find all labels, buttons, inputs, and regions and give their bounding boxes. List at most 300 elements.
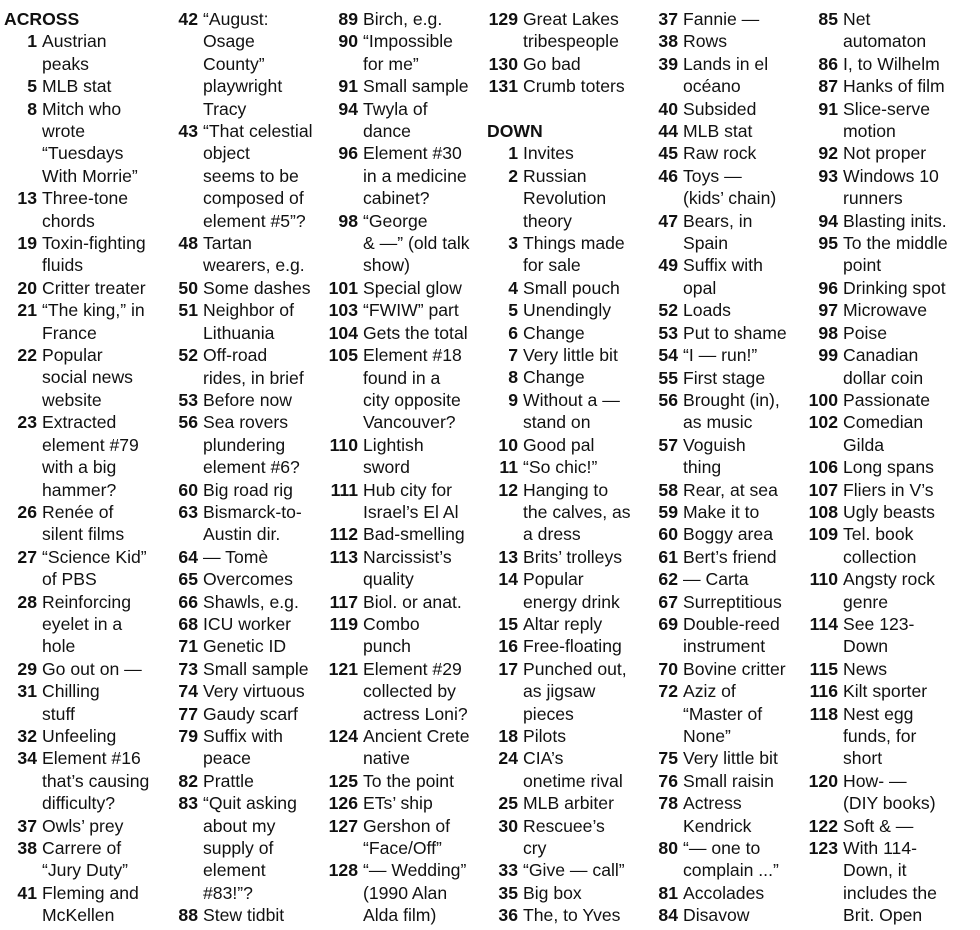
clue-number: 9 bbox=[508, 389, 518, 410]
clue-number: 112 bbox=[329, 524, 358, 545]
clue-number: 50 bbox=[178, 277, 198, 298]
clue-number: 5 bbox=[27, 76, 37, 97]
clue-item bbox=[327, 725, 489, 770]
clue-item bbox=[487, 792, 653, 814]
clue-number: 74 bbox=[178, 681, 198, 702]
clue-number: 105 bbox=[328, 345, 358, 366]
clue-item bbox=[327, 523, 489, 545]
clue-item bbox=[327, 142, 489, 209]
clue-text: Three-tone chords bbox=[42, 188, 129, 231]
clue-text: Raw rock bbox=[683, 143, 757, 164]
section-spacer bbox=[487, 98, 653, 120]
clue-text: ETs’ ship bbox=[363, 793, 433, 814]
clue-text: Fannie — bbox=[683, 9, 760, 29]
clue-item bbox=[487, 8, 653, 53]
clue-text: Rows bbox=[683, 31, 727, 52]
clue-number: 37 bbox=[17, 815, 37, 836]
clue-item bbox=[167, 344, 327, 389]
clue-text: Soft & — bbox=[843, 815, 914, 836]
clue-number: 70 bbox=[658, 658, 678, 679]
clue-text: Gaudy scarf bbox=[203, 703, 298, 724]
clue-text: MLB arbiter bbox=[523, 793, 614, 814]
clue-number: 109 bbox=[808, 524, 838, 545]
clue-number: 21 bbox=[17, 300, 37, 321]
clue-text: Small raisin bbox=[683, 770, 774, 791]
clue-item bbox=[4, 658, 164, 680]
clue-number: 39 bbox=[658, 53, 678, 74]
clue-text: Microwave bbox=[843, 300, 928, 321]
clue-number: 89 bbox=[338, 9, 358, 29]
clue-text: Pilots bbox=[523, 725, 567, 746]
clue-number: 41 bbox=[17, 882, 37, 903]
clue-item bbox=[327, 98, 489, 143]
clue-item bbox=[167, 299, 327, 344]
clue-item bbox=[4, 277, 164, 299]
clue-number: 123 bbox=[808, 838, 838, 859]
clue-text: Element #18 found in a city opposite Vancouver? bbox=[363, 345, 462, 433]
clue-item bbox=[327, 277, 489, 299]
clue-item bbox=[167, 411, 327, 478]
clue-text: Prattle bbox=[203, 770, 254, 791]
clue-text: Ugly beasts bbox=[843, 501, 935, 522]
down-heading: DOWN bbox=[487, 121, 543, 142]
clue-text: Small sample bbox=[203, 658, 309, 679]
clue-text: See 123- Down bbox=[843, 613, 915, 657]
clue-item bbox=[327, 30, 489, 75]
clue-number: 63 bbox=[178, 501, 198, 522]
clue-number: 85 bbox=[818, 9, 838, 29]
clue-text: “I — run!” bbox=[683, 345, 758, 366]
clue-text: Genetic ID bbox=[203, 636, 287, 657]
clue-number: 125 bbox=[328, 770, 358, 791]
clue-item bbox=[4, 344, 164, 411]
clue-text: Comedian Gilda bbox=[843, 412, 924, 455]
clue-number: 56 bbox=[178, 412, 198, 433]
clue-item bbox=[487, 75, 653, 97]
clue-item bbox=[327, 299, 489, 321]
clue-text: Small sample bbox=[363, 76, 469, 97]
clue-text: Rear, at sea bbox=[683, 479, 778, 500]
clue-item bbox=[327, 546, 489, 591]
clue-item bbox=[487, 299, 653, 321]
clue-item bbox=[656, 770, 816, 792]
clue-item bbox=[4, 815, 164, 837]
clue-item bbox=[4, 299, 164, 344]
clue-number: 53 bbox=[658, 322, 678, 343]
clue-item bbox=[487, 815, 653, 860]
clue-number: 60 bbox=[178, 479, 198, 500]
clue-item bbox=[656, 30, 816, 52]
clue-text: Rescuee’s cry bbox=[523, 815, 605, 858]
clue-number: 113 bbox=[329, 546, 358, 567]
clue-item bbox=[805, 142, 977, 164]
clue-item bbox=[4, 411, 164, 501]
clue-text: Punched out, as jigsaw pieces bbox=[523, 658, 627, 724]
clue-item bbox=[805, 411, 977, 456]
clue-text: “So chic!” bbox=[523, 457, 598, 478]
clue-number: 1 bbox=[27, 31, 37, 52]
clue-number: 23 bbox=[17, 412, 37, 433]
clue-item bbox=[805, 53, 977, 75]
clue-number: 8 bbox=[508, 367, 518, 388]
clue-text: “The king,” in France bbox=[42, 300, 145, 343]
clue-text: Bert’s friend bbox=[683, 546, 777, 567]
clue-number: 100 bbox=[808, 389, 838, 410]
clue-item bbox=[327, 770, 489, 792]
clue-number: 111 bbox=[330, 479, 358, 500]
clue-text: Big road rig bbox=[203, 479, 293, 500]
clue-text: Popular energy drink bbox=[523, 569, 620, 612]
clue-item bbox=[656, 882, 816, 904]
clue-number: 40 bbox=[658, 98, 678, 119]
clue-item bbox=[327, 479, 489, 524]
clue-number: 106 bbox=[808, 457, 838, 478]
clue-number: 110 bbox=[809, 569, 838, 590]
clue-item bbox=[167, 8, 327, 120]
clue-item bbox=[4, 680, 164, 725]
clue-text: Popular social news website bbox=[42, 345, 133, 410]
clue-item bbox=[167, 613, 327, 635]
clue-item bbox=[656, 680, 816, 747]
clue-number: 2 bbox=[508, 165, 518, 186]
clue-number: 20 bbox=[17, 277, 37, 298]
clue-item bbox=[805, 613, 977, 658]
clue-item bbox=[805, 277, 977, 299]
clue-item bbox=[656, 546, 816, 568]
clue-item bbox=[487, 142, 653, 164]
clue-text: Combo punch bbox=[363, 613, 420, 657]
clue-number: 42 bbox=[178, 9, 198, 29]
clue-item bbox=[167, 232, 327, 277]
clue-number: 87 bbox=[818, 76, 838, 97]
clue-item bbox=[4, 75, 164, 97]
clue-item bbox=[327, 859, 489, 926]
clue-text: Twyla of dance bbox=[363, 98, 428, 142]
clue-text: Kilt sporter bbox=[843, 681, 928, 702]
clue-number: 57 bbox=[658, 434, 678, 455]
clue-text: “FWIW” part bbox=[363, 300, 459, 321]
clue-number: 65 bbox=[178, 569, 198, 590]
clue-number: 26 bbox=[17, 501, 37, 522]
clue-item bbox=[487, 277, 653, 299]
clue-item bbox=[656, 210, 816, 255]
clue-item bbox=[805, 344, 977, 389]
clue-item bbox=[805, 815, 977, 837]
clue-number: 47 bbox=[658, 210, 678, 231]
clue-text: “Quit asking about my supply of element #83!”? bbox=[203, 793, 297, 903]
clue-text: Overcomes bbox=[203, 569, 293, 590]
clue-text: Shawls, e.g. bbox=[203, 591, 299, 612]
clue-text: Critter treater bbox=[42, 277, 146, 298]
clue-number: 6 bbox=[508, 322, 518, 343]
clue-item bbox=[656, 747, 816, 769]
clue-item bbox=[487, 546, 653, 568]
clue-number: 99 bbox=[818, 345, 838, 366]
clue-item bbox=[487, 747, 653, 792]
clue-number: 53 bbox=[178, 389, 198, 410]
clue-text: Windows 10 runners bbox=[843, 165, 939, 209]
clue-text: Loads bbox=[683, 300, 731, 321]
clue-item bbox=[327, 75, 489, 97]
clue-number: 83 bbox=[178, 793, 198, 814]
clue-item bbox=[656, 299, 816, 321]
clue-number: 22 bbox=[17, 345, 37, 366]
clue-item bbox=[805, 389, 977, 411]
clue-text: Unendingly bbox=[523, 300, 612, 321]
clue-number: 4 bbox=[508, 277, 518, 298]
clue-number: 54 bbox=[658, 345, 678, 366]
clue-text: Hub city for Israel’s El Al bbox=[363, 479, 459, 522]
clue-item bbox=[487, 232, 653, 277]
clue-column-4 bbox=[487, 8, 653, 927]
clue-number: 115 bbox=[809, 658, 838, 679]
clue-text: Off-road rides, in brief bbox=[203, 345, 304, 388]
clue-text: Owls’ prey bbox=[42, 815, 124, 836]
clue-number: 33 bbox=[498, 860, 518, 881]
clue-text: First stage bbox=[683, 367, 766, 388]
clue-item bbox=[4, 187, 164, 232]
clue-number: 102 bbox=[808, 412, 838, 433]
clue-text: “August: Osage County” playwright Tracy bbox=[203, 9, 283, 119]
clue-number: 18 bbox=[498, 725, 518, 746]
clue-number: 116 bbox=[809, 681, 838, 702]
clue-number: 108 bbox=[808, 501, 838, 522]
clue-item bbox=[805, 837, 977, 927]
clue-text: Reinforcing eyelet in a hole bbox=[42, 591, 131, 657]
clue-item bbox=[656, 367, 816, 389]
clue-number: 16 bbox=[498, 636, 518, 657]
clue-number: 90 bbox=[338, 31, 358, 52]
clue-text: Disavow bbox=[683, 905, 750, 926]
clue-text: Big box bbox=[523, 882, 582, 903]
clue-text: Unfeeling bbox=[42, 725, 117, 746]
clue-text: Fliers in V’s bbox=[843, 479, 934, 500]
clue-item bbox=[167, 792, 327, 904]
clue-text: Hanging to the calves, as a dress bbox=[523, 479, 631, 545]
clue-text: Tartan wearers, e.g. bbox=[203, 233, 305, 276]
clue-number: 52 bbox=[178, 345, 198, 366]
clue-item bbox=[656, 254, 816, 299]
clue-item bbox=[327, 815, 489, 860]
clue-number: 51 bbox=[178, 300, 198, 321]
clue-text: “Science Kid” of PBS bbox=[42, 546, 147, 590]
clue-item bbox=[167, 770, 327, 792]
clue-item bbox=[656, 613, 816, 658]
clue-text: Fleming and McKellen bbox=[42, 882, 139, 926]
clue-item bbox=[487, 165, 653, 232]
clue-text: Mitch who wrote “Tuesdays With Morrie” bbox=[42, 98, 138, 186]
clue-text: Things made for sale bbox=[523, 233, 625, 276]
clue-number: 72 bbox=[658, 681, 678, 702]
clue-number: 91 bbox=[818, 98, 838, 119]
clue-number: 30 bbox=[498, 815, 518, 836]
clue-number: 77 bbox=[178, 703, 198, 724]
clue-text: The, to Yves bbox=[523, 905, 621, 926]
clue-text: Poise bbox=[843, 322, 888, 343]
clue-item bbox=[167, 635, 327, 657]
clue-number: 97 bbox=[818, 300, 838, 321]
clue-item bbox=[656, 389, 816, 434]
clue-text: Actress Kendrick bbox=[683, 793, 752, 836]
clue-item bbox=[327, 613, 489, 658]
clue-number: 52 bbox=[658, 300, 678, 321]
clue-number: 29 bbox=[17, 658, 37, 679]
clue-item bbox=[167, 479, 327, 501]
clue-text: Double-reed instrument bbox=[683, 613, 780, 657]
clue-item bbox=[327, 591, 489, 613]
clue-item bbox=[656, 837, 816, 882]
clue-text: Not proper bbox=[843, 143, 927, 164]
clue-number: 94 bbox=[818, 210, 838, 231]
clue-number: 114 bbox=[809, 613, 838, 634]
clue-number: 27 bbox=[17, 546, 37, 567]
clue-item bbox=[805, 479, 977, 501]
clue-number: 1 bbox=[508, 143, 518, 164]
clue-item bbox=[487, 658, 653, 725]
clue-text: Drinking spot bbox=[843, 277, 946, 298]
clue-number: 120 bbox=[808, 770, 838, 791]
clue-number: 118 bbox=[809, 703, 838, 724]
clue-item bbox=[805, 523, 977, 568]
clue-text: Altar reply bbox=[523, 613, 603, 634]
clue-text: Without a — stand on bbox=[523, 389, 620, 433]
clue-text: With 114- Down, it includes the Brit. Open bbox=[843, 838, 937, 926]
clue-item bbox=[656, 120, 816, 142]
clue-item bbox=[656, 904, 816, 926]
clue-item bbox=[805, 98, 977, 143]
clue-text: Special glow bbox=[363, 277, 462, 298]
clue-item bbox=[167, 904, 327, 926]
clue-item bbox=[805, 75, 977, 97]
clue-text: Very virtuous bbox=[203, 681, 305, 702]
clue-number: 110 bbox=[329, 434, 358, 455]
clue-number: 126 bbox=[328, 793, 358, 814]
clue-number: 91 bbox=[338, 76, 358, 97]
clue-text: Very little bit bbox=[683, 748, 778, 769]
clue-number: 43 bbox=[178, 121, 198, 142]
clue-item bbox=[4, 882, 164, 927]
clue-number: 107 bbox=[808, 479, 838, 500]
clue-number: 25 bbox=[498, 793, 518, 814]
clue-item bbox=[167, 703, 327, 725]
clue-number: 66 bbox=[178, 591, 198, 612]
clue-number: 122 bbox=[808, 815, 838, 836]
clue-number: 86 bbox=[818, 53, 838, 74]
clue-item bbox=[656, 165, 816, 210]
clue-number: 129 bbox=[488, 9, 518, 29]
clue-item bbox=[656, 479, 816, 501]
clue-item bbox=[656, 142, 816, 164]
clue-item bbox=[167, 658, 327, 680]
clue-column-6 bbox=[805, 8, 977, 927]
clue-text: Accolades bbox=[683, 882, 765, 903]
clue-item bbox=[656, 658, 816, 680]
clue-item bbox=[805, 658, 977, 680]
clue-text: MLB stat bbox=[683, 121, 753, 142]
clue-item bbox=[4, 501, 164, 546]
clue-number: 93 bbox=[818, 165, 838, 186]
clue-text: Before now bbox=[203, 389, 292, 410]
clue-text: Go out on — bbox=[42, 658, 142, 679]
clue-number: 121 bbox=[328, 658, 358, 679]
clue-text: Great Lakes tribespeople bbox=[523, 9, 619, 52]
clue-number: 69 bbox=[658, 613, 678, 634]
clue-item bbox=[4, 30, 164, 75]
clue-item bbox=[4, 837, 164, 882]
clue-text: Ancient Crete native bbox=[363, 726, 470, 769]
clue-number: 98 bbox=[818, 322, 838, 343]
clue-item bbox=[805, 299, 977, 321]
clue-number: 96 bbox=[818, 277, 838, 298]
clue-text: MLB stat bbox=[42, 76, 112, 97]
clue-text: Slice-serve motion bbox=[843, 98, 931, 142]
clue-text: Very little bit bbox=[523, 345, 618, 366]
clue-text: Change bbox=[523, 322, 585, 343]
clue-item bbox=[487, 568, 653, 613]
clue-number: 37 bbox=[658, 9, 678, 29]
clue-number: 3 bbox=[508, 233, 518, 254]
clue-text: Birch, e.g. bbox=[363, 9, 443, 29]
clue-number: 24 bbox=[498, 748, 518, 769]
clue-text: “George & —” (old talk show) bbox=[363, 210, 470, 276]
clue-number: 11 bbox=[499, 457, 518, 478]
clue-number: 84 bbox=[658, 905, 678, 926]
clue-item bbox=[805, 456, 977, 478]
clue-item bbox=[327, 434, 489, 479]
clue-text: Subsided bbox=[683, 98, 757, 119]
clue-text: Renée of silent films bbox=[42, 501, 125, 545]
clue-number: 81 bbox=[658, 882, 678, 903]
clue-item bbox=[656, 53, 816, 98]
clue-text: Canadian dollar coin bbox=[843, 345, 924, 388]
clue-text: Chilling stuff bbox=[42, 681, 100, 724]
clue-number: 12 bbox=[498, 479, 518, 500]
clue-number: 130 bbox=[488, 53, 518, 74]
clue-number: 36 bbox=[498, 905, 518, 926]
clue-number: 71 bbox=[178, 636, 198, 657]
clue-number: 73 bbox=[178, 658, 198, 679]
clue-number: 38 bbox=[658, 31, 678, 52]
clue-text: Surreptitious bbox=[683, 591, 782, 612]
clue-text: News bbox=[843, 658, 887, 679]
clue-text: Bovine critter bbox=[683, 658, 786, 679]
clue-text: Biol. or anat. bbox=[363, 591, 462, 612]
clue-number: 98 bbox=[338, 210, 358, 231]
clue-text: Lightish sword bbox=[363, 434, 424, 478]
clue-item bbox=[487, 859, 653, 881]
clue-number: 62 bbox=[658, 569, 678, 590]
clue-text: “Impossible for me” bbox=[363, 31, 453, 74]
clue-text: Toxin-fighting fluids bbox=[42, 233, 146, 276]
clue-text: Long spans bbox=[843, 457, 934, 478]
clue-number: 124 bbox=[328, 726, 358, 746]
clue-item bbox=[656, 8, 816, 30]
clue-text: Carrere of “Jury Duty” bbox=[42, 838, 129, 881]
clue-text: Gets the total bbox=[363, 322, 468, 343]
clue-item bbox=[656, 792, 816, 837]
clue-text: Lands in el océano bbox=[683, 53, 769, 97]
clue-text: Bismarck-to- Austin dir. bbox=[203, 501, 302, 545]
clue-text: Austrian peaks bbox=[42, 31, 107, 74]
clue-item bbox=[327, 322, 489, 344]
clue-text: Element #30 in a medicine cabinet? bbox=[363, 143, 467, 209]
clue-number: 117 bbox=[329, 591, 358, 612]
clue-item bbox=[487, 366, 653, 388]
clue-text: Free-floating bbox=[523, 636, 622, 657]
clue-number: 64 bbox=[178, 546, 198, 567]
clue-number: 59 bbox=[658, 501, 678, 522]
clue-number: 104 bbox=[328, 322, 358, 343]
